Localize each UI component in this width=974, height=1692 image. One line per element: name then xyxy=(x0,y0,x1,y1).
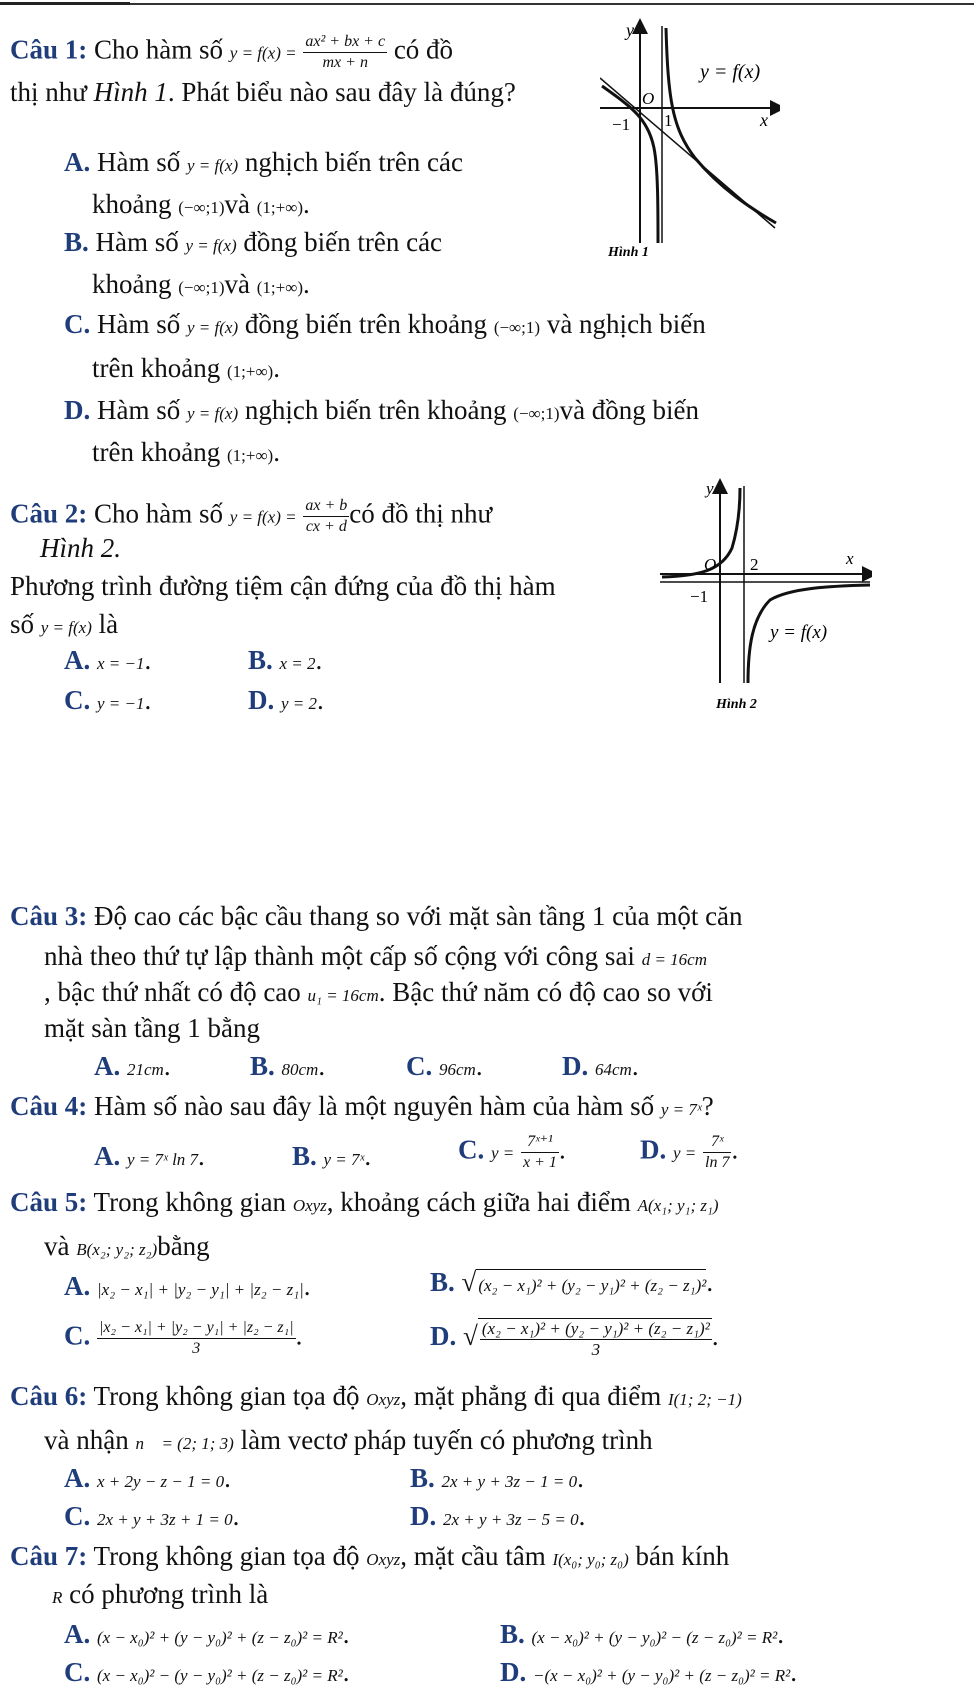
q5-point-b: B(x₂; y₂; z₂) xyxy=(76,1240,158,1259)
q2-c-label: C. xyxy=(64,685,91,715)
q1-d-label: D. xyxy=(64,395,91,425)
q4-label: Câu 4: xyxy=(10,1091,88,1121)
q1-a-label: A. xyxy=(64,147,91,177)
q7-option-c: C. (x − x₀)² − (y − y₀)² + (z − z₀)² = R². xyxy=(64,1657,350,1687)
q7-oxyz: Oxyz xyxy=(366,1550,401,1569)
q3-text1: Độ cao các bậc cầu thang so với mặt sàn tầng 1 của một căn xyxy=(94,901,743,931)
q4-c-den: x + 1 xyxy=(523,1154,557,1171)
q5-c-fraction xyxy=(97,1318,296,1359)
q6-c-value: 2x + y + 3z + 1 = 0 xyxy=(97,1510,233,1529)
q1-formula: y = f(x) = xyxy=(229,43,297,63)
q1-d-end: . xyxy=(273,437,280,467)
q4-d-den: ln 7 xyxy=(705,1154,730,1171)
q1-c-int2: (1;+∞) xyxy=(226,362,274,381)
q6-b-label: B. xyxy=(410,1463,435,1493)
q2-option-a: A. x = −1. xyxy=(64,645,152,675)
q7-text2: , mặt cầu tâm xyxy=(400,1541,546,1571)
q1-option-c-line2 xyxy=(92,352,280,388)
q6-a-label: A. xyxy=(64,1463,91,1493)
q2-line3 xyxy=(10,570,556,602)
q4-c-num: 7ˣ⁺¹ xyxy=(521,1132,559,1153)
q7-center: I(x₀; y₀; z₀) xyxy=(552,1550,629,1569)
q1-d-text2: nghịch biến trên khoảng xyxy=(244,395,507,425)
figure-1-graph xyxy=(600,18,780,258)
q1-text4: . Phát biểu nào sau đây là đúng? xyxy=(167,77,516,107)
q2-text5: là xyxy=(98,609,119,639)
q1-d-int2: (1;+∞) xyxy=(226,446,274,465)
q1-a-math: y = f(x) xyxy=(187,156,239,175)
q6-option-b: B. 2x + y + 3z − 1 = 0. xyxy=(410,1463,584,1493)
q5-bang: bằng xyxy=(157,1231,210,1261)
q2-c-value: y = −1 xyxy=(97,694,145,713)
q3-d: d = 16cm xyxy=(641,950,707,969)
q6-text4: làm vectơ pháp tuyến có phương trình xyxy=(240,1425,653,1455)
q2-num: ax + b xyxy=(303,496,349,517)
q5-option-c: C. $\frac{\text{|x₂ − x₁| + |y₂ − y₁| + |z₂ − z₁|}}{3}$ . xyxy=(64,1319,303,1357)
q1-c-text3: và nghịch biến xyxy=(546,309,706,339)
q1-d-text4: trên khoảng xyxy=(92,437,221,467)
q1-option-b xyxy=(64,226,442,262)
q1-b-text3: khoảng xyxy=(92,269,172,299)
q1-a-text3: khoảng xyxy=(92,189,172,219)
q1-c-math: y = f(x) xyxy=(187,318,239,337)
q2-a-value: x = −1 xyxy=(97,654,145,673)
q4-d-pre: y = xyxy=(673,1143,697,1163)
q1-b-int2: (1;+∞) xyxy=(256,278,303,297)
q6-text3: và nhận xyxy=(44,1425,129,1455)
q1-a-end: . xyxy=(303,189,310,219)
q2-den: cx + d xyxy=(305,518,347,535)
q2-text4: số xyxy=(10,609,35,639)
q3-line2 xyxy=(44,940,707,976)
q5-label: Câu 5: xyxy=(10,1187,88,1217)
q4-option-d: D. y = $\frac{\text{7ˣ}}{\ln 7}$ . xyxy=(640,1133,739,1171)
q7-r: R xyxy=(52,1588,63,1607)
q2-text1: Cho hàm số xyxy=(94,498,224,529)
q1-b-end: . xyxy=(303,269,310,299)
q4-func: y = 7ˣ xyxy=(660,1100,702,1119)
q1-b-label: B. xyxy=(64,227,89,257)
q1-fraction xyxy=(303,32,387,73)
q1-a-text1: Hàm số xyxy=(97,147,181,177)
q3-line1 xyxy=(10,900,743,932)
q5-d-den: 3 xyxy=(591,1340,601,1359)
q5-c-num: |x₂ − x₁| + |y₂ − y₁| + |z₂ − z₁| xyxy=(97,1318,296,1339)
q7-option-d: D. −(x − x₀)² + (y − y₀)² + (z − z₀)² = R². xyxy=(500,1657,797,1687)
q5-d-label: D. xyxy=(430,1321,457,1352)
q1-den: mx + n xyxy=(322,54,368,71)
q1-fig-ref: Hình 1 xyxy=(93,77,168,107)
q1-d-int1: (−∞;1) xyxy=(513,404,560,423)
q3-line4 xyxy=(44,1012,260,1044)
q1-option-a-line2 xyxy=(92,188,310,224)
q6-a-value: x + 2y − z − 1 = 0 xyxy=(97,1472,225,1491)
q1-text1: Cho hàm số xyxy=(94,34,224,65)
q6-text2: , mặt phẳng đi qua điểm xyxy=(400,1381,662,1411)
q3-text3: , bậc thứ nhất có độ cao xyxy=(44,977,301,1007)
q7-label: Câu 7: xyxy=(10,1541,88,1571)
q7-line2 xyxy=(52,1578,268,1614)
q5-line1 xyxy=(10,1186,719,1222)
q7-a-value: (x − x₀)² + (y − y₀)² + (z − z₀)² = R² xyxy=(97,1628,343,1647)
q1-a-text2: nghịch biến trên các xyxy=(244,147,464,177)
q3-c-value: 96cm xyxy=(439,1060,476,1079)
q7-b-label: B. xyxy=(500,1619,525,1649)
q5-option-d: D. √ $\frac{\text{(x₂ − x₁)² + (y₂ − y₁)² + (z₂ − z₁)²}}{3}$ . xyxy=(430,1319,719,1359)
q4-option-a: A. y = 7ˣ ln 7. xyxy=(94,1141,205,1171)
q7-a-label: A. xyxy=(64,1619,91,1649)
q1-b-va: và xyxy=(224,269,250,299)
q3-text4: . Bậc thứ năm có độ cao so với xyxy=(378,977,713,1007)
q7-text1: Trong không gian tọa độ xyxy=(93,1541,360,1571)
q2-b-label: B. xyxy=(248,645,273,675)
q2-d-value: y = 2 xyxy=(281,694,318,713)
q3-d-label: D. xyxy=(562,1051,589,1081)
q6-text1: Trong không gian tọa độ xyxy=(93,1381,360,1411)
fig2-caption: Hình 2 xyxy=(716,697,757,712)
q2-d-label: D. xyxy=(248,685,275,715)
q7-d-value: −(x − x₀)² + (y − y₀)² + (z − z₀)² = R² xyxy=(533,1666,791,1685)
q4-d-label: D. xyxy=(640,1134,667,1165)
q6-point: I(1; 2; −1) xyxy=(667,1390,742,1409)
q3-a-value: 21cm xyxy=(127,1060,164,1079)
q4-c-fraction xyxy=(521,1132,559,1173)
fig2-y-label: y xyxy=(706,479,714,498)
fig1-one-label: 1 xyxy=(664,111,673,130)
q1-text2: có đồ xyxy=(393,34,454,65)
q7-option-a: A. (x − x₀)² + (y − y₀)² + (z − z₀)² = R². xyxy=(64,1619,350,1649)
q6-label: Câu 6: xyxy=(10,1381,88,1411)
q4-d-fraction xyxy=(703,1132,731,1173)
q1-b-int1: (−∞;1) xyxy=(178,278,225,297)
q5-a-value: |x₂ − x₁| + |y₂ − y₁| + |z₂ − z₁| xyxy=(97,1280,304,1299)
fig2-curve-left xyxy=(662,488,740,577)
q3-label: Câu 3: xyxy=(10,901,88,931)
fig1-curve-label: y = f(x) xyxy=(700,61,761,83)
q4-line1 xyxy=(10,1090,714,1126)
q7-option-b: B. (x − x₀)² + (y − y₀)² − (z − z₀)² = R². xyxy=(500,1619,784,1649)
q3-text2: nhà theo thứ tự lập thành một cấp số cộng với công sai xyxy=(44,941,635,971)
fig2-x-label: x xyxy=(846,549,854,568)
q2-label: Câu 2: xyxy=(10,498,88,529)
q3-b-label: B. xyxy=(250,1051,275,1081)
q5-c-den: 3 xyxy=(192,1340,201,1357)
q2-text2: có đồ thị như xyxy=(349,498,493,529)
q1-option-d xyxy=(64,394,699,430)
q1-c-end: . xyxy=(273,353,280,383)
q4-option-b: B. y = 7ˣ. xyxy=(292,1141,372,1171)
q1-option-b-line2 xyxy=(92,268,310,304)
q5-d-num: (x₂ − x₁)² + (y₂ − y₁)² + (z₂ − z₁)² xyxy=(481,1319,710,1338)
q1-a-va: và xyxy=(224,189,250,219)
q3-option-c: C. 96cm. xyxy=(406,1051,483,1081)
q7-text4: có phương trình là xyxy=(69,1579,269,1609)
top-rule-accent xyxy=(0,2,130,5)
q1-d-math: y = f(x) xyxy=(187,404,239,423)
q3-option-b: B. 80cm. xyxy=(250,1051,326,1081)
q5-line2 xyxy=(44,1230,210,1266)
q1-c-text2: đồng biến trên khoảng xyxy=(244,309,488,339)
q1-c-label: C. xyxy=(64,309,91,339)
q6-option-c: C. 2x + y + 3z + 1 = 0. xyxy=(64,1501,240,1531)
q1-c-int1: (−∞;1) xyxy=(493,318,541,337)
q5-b-value: (x₂ − x₁)² + (y₂ − y₁)² + (z₂ − z₁)² xyxy=(476,1269,706,1302)
q7-line1 xyxy=(10,1540,729,1576)
q6-vector: n⃗ = (2; 1; 3) xyxy=(135,1434,234,1453)
q1-num: ax² + bx + c xyxy=(303,32,387,53)
q1-b-text2: đồng biến trên các xyxy=(243,227,443,257)
q3-b-value: 80cm xyxy=(281,1060,319,1079)
q5-b-label: B. xyxy=(430,1267,455,1297)
q1-a-int1: (−∞;1) xyxy=(178,198,225,217)
q1-b-math: y = f(x) xyxy=(185,236,237,255)
fig2-minus-one-label: −1 xyxy=(690,587,709,606)
q4-c-pre: y = xyxy=(491,1143,515,1163)
q6-option-d: D. 2x + y + 3z − 5 = 0. xyxy=(410,1501,586,1531)
q2-line4 xyxy=(10,608,118,644)
q2-option-c: C. y = −1. xyxy=(64,685,152,715)
q2-fig-ref: Hình 2. xyxy=(40,533,121,563)
q1-option-d-line2 xyxy=(92,436,280,472)
fig1-caption: Hình 1 xyxy=(608,245,649,258)
q1-a-int2: (1;+∞) xyxy=(256,198,303,217)
q1-c-text4: trên khoảng xyxy=(92,353,221,383)
q1-d-text1: Hàm số xyxy=(97,395,181,425)
q1-line1 xyxy=(10,32,453,73)
q2-math: y = f(x) xyxy=(40,618,92,637)
q1-text3: thị như xyxy=(10,77,87,107)
top-rule xyxy=(0,3,974,5)
q7-b-value: (x − x₀)² + (y − y₀)² − (z − z₀)² = R² xyxy=(531,1628,778,1647)
fig1-y-label: y xyxy=(626,20,634,40)
q5-a-label: A. xyxy=(64,1271,91,1301)
fig1-x-label: x xyxy=(760,110,768,130)
q2-formula: y = f(x) = xyxy=(229,507,297,527)
q7-c-value: (x − x₀)² − (y − y₀)² + (z − z₀)² = R² xyxy=(97,1666,343,1685)
fig2-two-label: 2 xyxy=(750,555,759,574)
fig2-curve-label: y = f(x) xyxy=(770,622,828,643)
q4-a-label: A. xyxy=(94,1141,121,1171)
q6-line1 xyxy=(10,1380,742,1416)
q5-oxyz: Oxyz xyxy=(292,1196,327,1215)
q6-line2 xyxy=(44,1424,653,1460)
q4-text1: Hàm số nào sau đây là một nguyên hàm của hàm số xyxy=(94,1091,655,1121)
q3-d-value: 64cm xyxy=(595,1060,632,1079)
q5-text2: , khoảng cách giữa hai điểm xyxy=(326,1187,631,1217)
q2-fraction xyxy=(303,496,349,537)
q5-c-label: C. xyxy=(64,1320,91,1351)
figure-2-graph xyxy=(660,478,872,712)
q2-text3: Phương trình đường tiệm cận đứng của đồ thị hàm xyxy=(10,571,556,601)
q5-point-a: A(x₁; y₁; z₁) xyxy=(637,1196,719,1215)
q6-b-value: 2x + y + 3z − 1 = 0 xyxy=(441,1472,578,1491)
q4-a-value: y = 7ˣ ln 7 xyxy=(127,1150,199,1169)
q6-d-value: 2x + y + 3z − 5 = 0 xyxy=(443,1510,579,1529)
q4-b-label: B. xyxy=(292,1141,317,1171)
q3-text5: mặt sàn tầng 1 bằng xyxy=(44,1013,260,1043)
q7-text3: bán kính xyxy=(635,1541,730,1571)
q3-u1: u₁ = 16cm xyxy=(307,986,379,1005)
q4-option-c: C. y = $\frac{\text{7ˣ⁺¹}}{x + 1}$ . xyxy=(458,1133,566,1171)
q2-option-d: D. y = 2. xyxy=(248,685,324,715)
q4-d-num: 7ˣ xyxy=(703,1132,731,1153)
q4-qmark: ? xyxy=(701,1091,714,1121)
q3-option-a: A. 21cm. xyxy=(94,1051,171,1081)
q1-d-text3: và đồng biến xyxy=(559,395,700,425)
q2-option-b: B. x = 2. xyxy=(248,645,323,675)
q7-d-label: D. xyxy=(500,1657,527,1687)
q5-option-b: B. √ (x₂ − x₁)² + (y₂ − y₁)² + (z₂ − z₁)². xyxy=(430,1266,713,1302)
q3-a-label: A. xyxy=(94,1051,121,1081)
fig1-origin-label: O xyxy=(642,89,655,108)
q6-d-label: D. xyxy=(410,1501,437,1531)
q3-line3 xyxy=(44,976,713,1012)
q1-b-text1: Hàm số xyxy=(95,227,179,257)
q2-a-label: A. xyxy=(64,645,91,675)
q6-option-a: A. x + 2y − z − 1 = 0. xyxy=(64,1463,231,1493)
q6-c-label: C. xyxy=(64,1501,91,1531)
q5-text1: Trong không gian xyxy=(93,1187,287,1217)
q3-option-d: D. 64cm. xyxy=(562,1051,639,1081)
q5-va: và xyxy=(44,1231,70,1261)
q1-c-text1: Hàm số xyxy=(97,309,181,339)
q1-line2 xyxy=(10,76,516,108)
q2-b-value: x = 2 xyxy=(279,654,316,673)
q5-option-a: A. |x₂ − x₁| + |y₂ − y₁| + |z₂ − z₁|. xyxy=(64,1271,311,1301)
fig1-curve-left xyxy=(602,86,658,243)
q4-c-label: C. xyxy=(458,1134,485,1165)
q3-c-label: C. xyxy=(406,1051,433,1081)
fig2-origin-label: O xyxy=(704,555,717,574)
q2-line2 xyxy=(40,532,121,564)
q1-label: Câu 1: xyxy=(10,34,88,65)
q1-option-a xyxy=(64,146,463,182)
q1-option-c xyxy=(64,308,706,344)
q6-oxyz: Oxyz xyxy=(366,1390,401,1409)
q4-b-value: y = 7ˣ xyxy=(323,1150,365,1169)
q5-d-fraction xyxy=(478,1318,712,1360)
q7-c-label: C. xyxy=(64,1657,91,1687)
fig1-minus-one-label: −1 xyxy=(612,115,631,134)
q2-line1 xyxy=(10,496,492,537)
